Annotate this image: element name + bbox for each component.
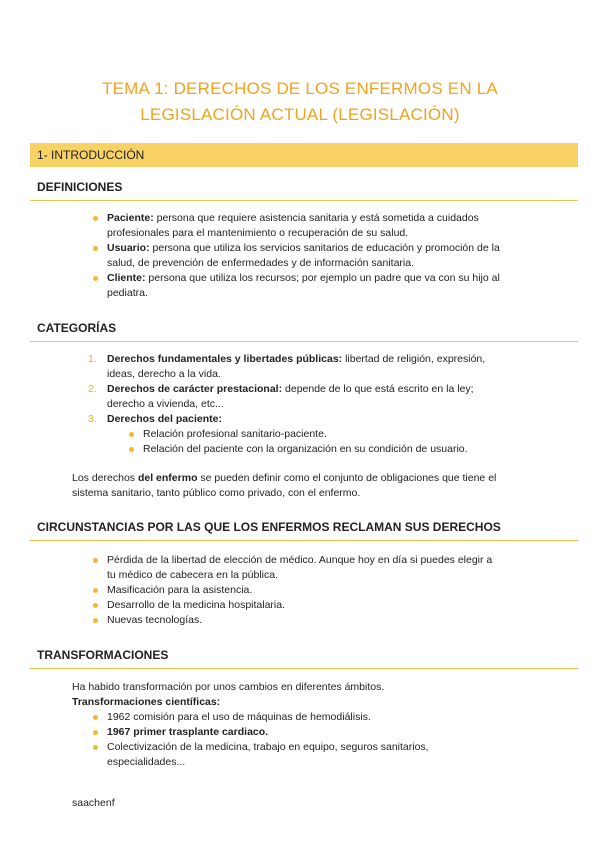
sub-item-text: Relación profesional sanitario-paciente. [143,428,327,440]
definition-text: ideas, derecho a la vida. [107,368,221,380]
section-heading-categorias [30,314,578,342]
intro-banner [30,143,578,167]
bullet-icon [93,603,98,608]
term-label: Cliente: [107,272,146,284]
section-heading-definiciones [30,175,578,201]
item-text: Pérdida de la libertad de elección de médico. Aunque hoy en día si puedes elegir a [107,554,493,566]
bullet-icon [93,558,98,563]
categorias-list [88,352,547,457]
section-heading-label: CIRCUNSTANCIAS POR LAS QUE LOS ENFERMOS RECLAMAN SUS DERECHOS [37,520,501,534]
definition-text: persona que utiliza los servicios sanitarios de educación y promoción de la [149,242,500,254]
circunstancias-list [107,553,547,628]
paragraph-text: Los derechos [72,472,138,484]
paragraph-bold: del enfermo [137,472,198,484]
sub-list [107,427,547,457]
definition-text: persona que utiliza los recursos; por ejemplo un padre que va con su hijo al [145,272,500,284]
term-label: Paciente: [107,212,154,224]
categorias-paragraph [72,471,552,501]
paragraph-text: Ha habido transformación por unos cambios en diferentes ámbitos. [72,681,385,693]
list-item [88,382,547,412]
sub-item-text: Relación del paciente con la organización en su condición de usuario. [143,443,468,455]
list-number: 3. [88,413,97,425]
section-heading-label: TRANSFORMACIONES [37,648,169,662]
section-heading-transformaciones [30,642,578,669]
bullet-icon [93,588,98,593]
list-item [107,241,547,271]
sub-list-item [143,442,547,457]
item-text: Colectivización de la medicina, trabajo en equipo, seguros sanitarios, [107,741,429,753]
intro-banner-label: 1- INTRODUCCIÓN [37,148,145,162]
list-item [107,613,547,628]
sub-list-item [143,427,547,442]
paragraph-text: sistema sanitario, tanto público como privado, con el enfermo. [72,487,361,499]
title-line-1: TEMA 1: DERECHOS DE LOS ENFERMOS EN LA [102,79,498,98]
definiciones-list [107,211,547,301]
list-number: 2. [88,383,97,395]
list-item [107,271,547,301]
list-item [107,553,547,583]
bullet-icon [93,276,98,281]
section-heading-circunstancias [30,515,578,541]
item-text: Nuevas tecnologías. [107,614,203,626]
bullet-icon [93,715,98,720]
bullet-icon [93,618,98,623]
definition-text: derecho a vivienda, etc... [107,398,224,410]
definition-text: persona que requiere asistencia sanitaria y está sometida a cuidados [153,212,479,224]
transformaciones-list [107,710,547,770]
term-label: Usuario: [107,242,150,254]
list-item [88,412,547,457]
item-text: especialidades... [107,756,186,768]
bullet-icon [93,745,98,750]
item-text: 1962 comisión para el uso de máquinas de hemodiálisis. [107,711,371,723]
section-heading-label: CATEGORÍAS [37,321,117,335]
definition-text: profesionales para el mantenimiento o recuperación de su salud. [107,227,409,239]
definition-text: salud, de prevención de enfermedades y de información sanitaria. [107,257,415,269]
term-label: Derechos fundamentales y libertades públicas: [107,353,343,365]
bullet-icon [93,216,98,221]
list-item [88,352,547,382]
list-number: 1. [88,353,97,365]
list-item [107,598,547,613]
paragraph-text: se pueden definir como el conjunto de obligaciones que tiene el [197,472,497,484]
page-title [60,76,540,128]
list-item [107,583,547,598]
bullet-icon [129,432,134,437]
definition-text: pediatra. [107,287,148,299]
term-label: Derechos del paciente: [107,413,222,425]
title-line-2: LEGISLACIÓN ACTUAL (LEGISLACIÓN) [140,105,460,124]
term-label: Derechos de carácter prestacional: [107,383,283,395]
subheading: Transformaciones científicas: [72,696,221,708]
footer-author: saachenf [72,797,115,809]
list-item [107,710,547,725]
bullet-icon [93,730,98,735]
item-text: 1967 primer trasplante cardiaco. [107,726,269,738]
item-text: Masificación para la asistencia. [107,584,253,596]
transformaciones-intro [72,680,552,710]
definition-text: libertad de religión, expresión, [342,353,486,365]
section-heading-label: DEFINICIONES [37,180,123,194]
list-item [107,725,547,740]
definition-text: depende de lo que está escrito en la ley; [282,383,474,395]
bullet-icon [129,447,134,452]
item-text: tu médico de cabecera en la pública. [107,569,279,581]
item-text: Desarrollo de la medicina hospitalaria. [107,599,286,611]
list-item [107,740,547,770]
bullet-icon [93,246,98,251]
list-item [107,211,547,241]
